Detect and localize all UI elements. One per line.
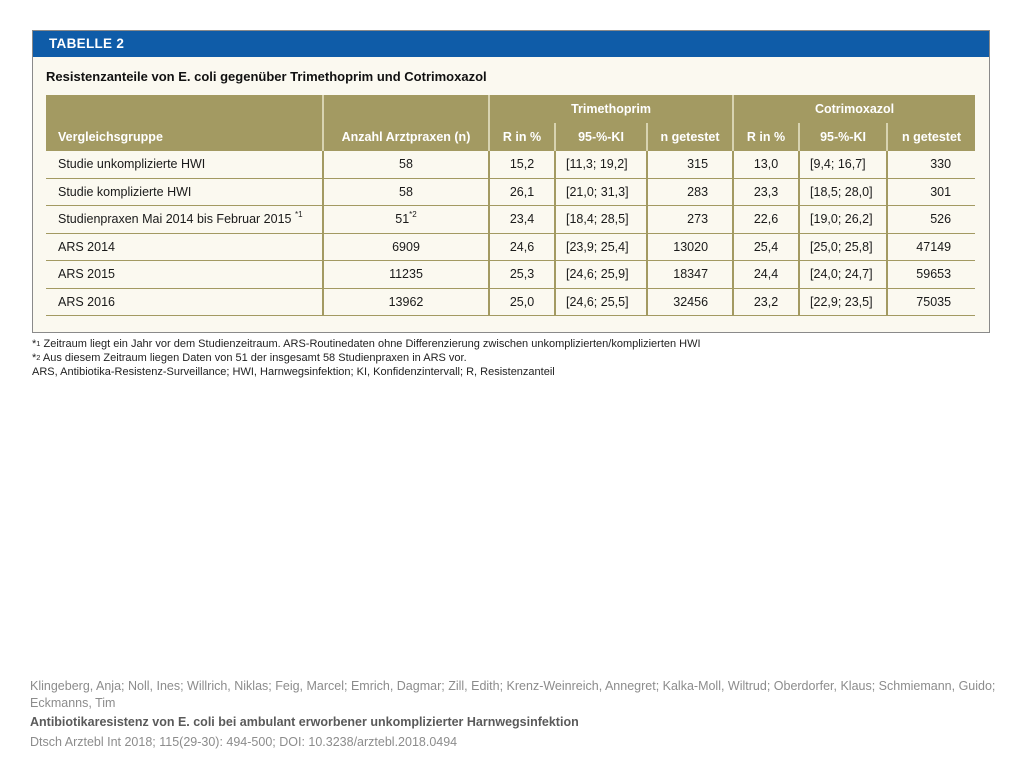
row-t-r: 26,1 <box>489 178 555 206</box>
row-group: ARS 2016 <box>46 288 323 316</box>
row-t-n: 315 <box>647 151 733 178</box>
table-row <box>46 178 975 206</box>
footnote-1: *$^1$ Zeitraum liegt ein Jahr vor dem Studienzeitraum. ARS-Routinedaten ohne Differenzierung zwischen unkomplizierten/komplizierten HWI <box>32 338 701 350</box>
col-header-vergleichsgruppe: Vergleichsgruppe <box>46 123 323 151</box>
group-header-cotrimoxazol: Cotrimoxazol <box>733 95 975 123</box>
citation-authors: Klingeberg, Anja; Noll, Ines; Willrich, Niklas; Feig, Marcel; Emrich, Dagmar; Zill, Edith; Krenz-Weinreich, Annegret; Kalka-Moll, Wiltrud; Oberdorfer, Klaus; Schmiemann, Guido; Eckmanns, Tim <box>30 679 996 710</box>
row-t-r: 25,0 <box>489 288 555 316</box>
row-arztpraxen: 13962 <box>323 288 489 316</box>
col-header-t-ki: 95-%-KI <box>555 123 647 151</box>
row-arztpraxen: 6909 <box>323 233 489 261</box>
row-c-ki: [9,4; 16,7] <box>799 151 887 178</box>
row-c-n: 59653 <box>887 261 975 289</box>
table-row <box>46 288 975 316</box>
footnotes <box>32 337 701 379</box>
row-t-r: 15,2 <box>489 151 555 178</box>
col-header-t-n: n getestet <box>647 123 733 151</box>
row-c-r: 23,2 <box>733 288 799 316</box>
row-c-r: 23,3 <box>733 178 799 206</box>
row-c-r: 13,0 <box>733 151 799 178</box>
row-c-ki: [18,5; 28,0] <box>799 178 887 206</box>
row-group: ARS 2014 <box>46 233 323 261</box>
row-t-ki: [11,3; 19,2] <box>555 151 647 178</box>
row-c-ki: [24,0; 24,7] <box>799 261 887 289</box>
row-t-ki: [23,9; 25,4] <box>555 233 647 261</box>
col-header-c-n: n getestet <box>887 123 975 151</box>
row-arztpraxen: 58 <box>323 178 489 206</box>
citation-title: Antibiotikaresistenz von E. coli bei ambulant erworbener unkomplizierter Harnwegsinfektion <box>30 715 579 729</box>
group-header-row <box>46 95 975 123</box>
row-t-n: 32456 <box>647 288 733 316</box>
col-header-arztpraxen: Anzahl Arztpraxen (n) <box>323 123 489 151</box>
footnote-abbreviations: ARS, Antibiotika-Resistenz-Surveillance; HWI, Harnwegsinfektion; KI, Konfidenzintervall; R, Resistenzanteil <box>32 366 555 378</box>
resistance-table <box>46 95 975 316</box>
footnote-marker: *1 <box>294 210 303 220</box>
row-t-r: 24,6 <box>489 233 555 261</box>
row-c-r: 25,4 <box>733 233 799 261</box>
footnote-marker: *2 <box>409 210 417 220</box>
row-group: Studie komplizierte HWI <box>46 178 323 206</box>
row-t-r: 25,3 <box>489 261 555 289</box>
row-c-ki: [25,0; 25,8] <box>799 233 887 261</box>
row-c-n: 75035 <box>887 288 975 316</box>
row-c-n: 301 <box>887 178 975 206</box>
col-header-c-r: R in % <box>733 123 799 151</box>
row-group: Studienpraxen Mai 2014 bis Februar 2015 $^{*1}$ <box>46 206 323 234</box>
row-t-n: 273 <box>647 206 733 234</box>
row-c-r: 22,6 <box>733 206 799 234</box>
row-c-n: 47149 <box>887 233 975 261</box>
table-figure <box>32 30 990 333</box>
row-t-n: 283 <box>647 178 733 206</box>
row-t-n: 13020 <box>647 233 733 261</box>
citation <box>30 678 1000 751</box>
figure-title: Resistenzanteile von E. coli gegenüber Trimethoprim und Cotrimoxazol <box>46 69 487 84</box>
citation-reference: Dtsch Arztebl Int 2018; 115(29-30): 494-500; DOI: 10.3238/arztebl.2018.0494 <box>30 735 458 749</box>
row-arztpraxen: 11235 <box>323 261 489 289</box>
row-c-ki: [22,9; 23,5] <box>799 288 887 316</box>
table-row <box>46 151 975 178</box>
figure-label: TABELLE 2 <box>33 31 989 57</box>
table-row <box>46 206 975 234</box>
col-header-t-r: R in % <box>489 123 555 151</box>
row-t-ki: [18,4; 28,5] <box>555 206 647 234</box>
col-header-c-ki: 95-%-KI <box>799 123 887 151</box>
table-row <box>46 233 975 261</box>
row-group: ARS 2015 <box>46 261 323 289</box>
footnote-2: *$^2$ Aus diesem Zeitraum liegen Daten von 51 der insgesamt 58 Studienpraxen in ARS vor. <box>32 352 467 364</box>
row-c-n: 330 <box>887 151 975 178</box>
row-arztpraxen: 58 <box>323 151 489 178</box>
table-row <box>46 261 975 289</box>
row-t-r: 23,4 <box>489 206 555 234</box>
row-t-n: 18347 <box>647 261 733 289</box>
row-c-n: 526 <box>887 206 975 234</box>
group-header-trimethoprim: Trimethoprim <box>489 95 733 123</box>
row-t-ki: [24,6; 25,9] <box>555 261 647 289</box>
row-t-ki: [24,6; 25,5] <box>555 288 647 316</box>
row-arztpraxen: 51$^{*2}$ <box>323 206 489 234</box>
row-c-ki: [19,0; 26,2] <box>799 206 887 234</box>
column-header-row <box>46 123 975 151</box>
table-body <box>46 151 975 316</box>
row-t-ki: [21,0; 31,3] <box>555 178 647 206</box>
row-c-r: 24,4 <box>733 261 799 289</box>
row-group: Studie unkomplizierte HWI <box>46 151 323 178</box>
